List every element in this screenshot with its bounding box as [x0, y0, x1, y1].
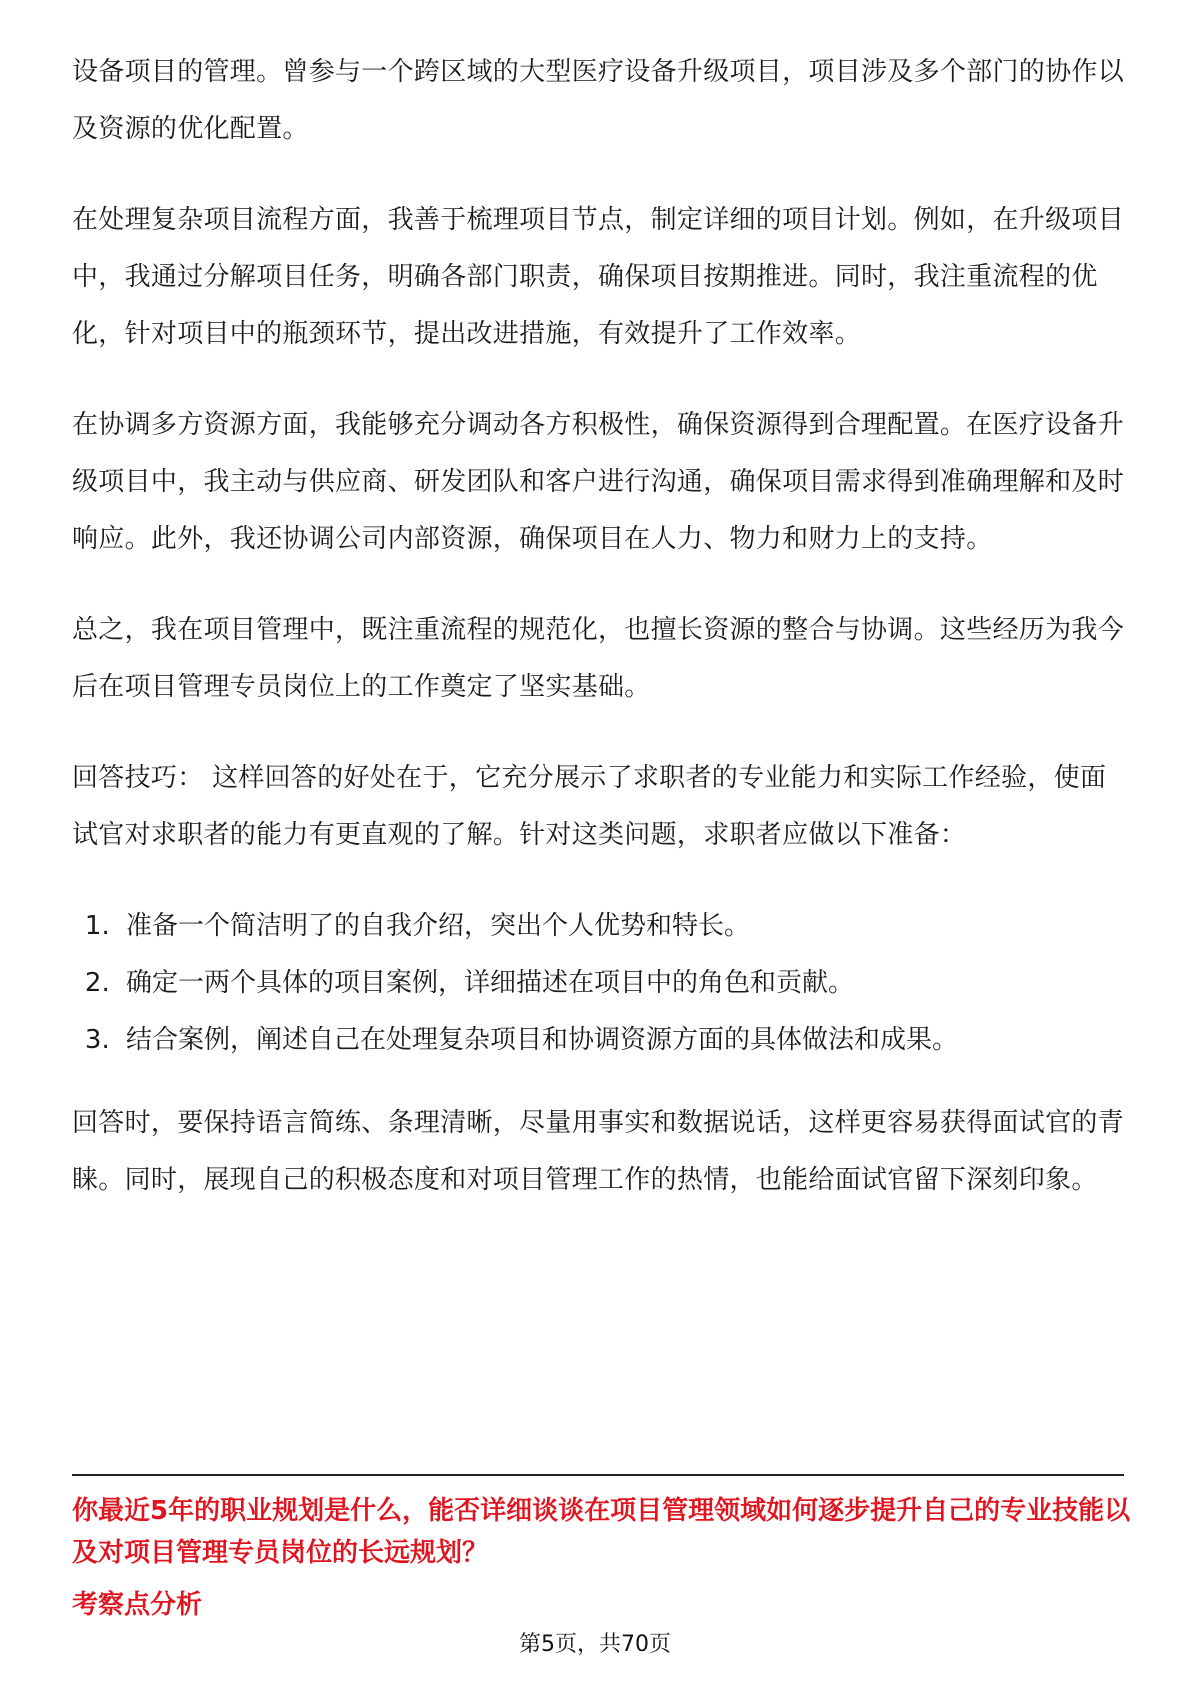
paragraph: 总之，我在项目管理中，既注重流程的规范化，也擅长资源的整合与协调。这些经历为我今后在项目管理专员岗位上的工作奠定了坚实基础。 — [72, 615, 1125, 702]
list-item: 3. 结合案例，阐述自己在处理复杂项目和协调资源方面的具体做法和成果。 — [118, 1012, 1124, 1069]
answer-tips-intro: 回答技巧： 这样回答的好处在于，它充分展示了求职者的专业能力和实际工作经验，使面试官对求职者的能力有更直观的了解。针对这类问题，求职者应做以下准备： — [72, 763, 1107, 850]
paragraph: 在处理复杂项目流程方面，我善于梳理项目节点，制定详细的项目计划。例如，在升级项目中，我通过分解项目任务，明确各部门职责，确保项目按期推进。同时，我注重流程的优化，针对项目中的瓶颈环节，提出改进措施，有效提升了工作效率。 — [72, 205, 1125, 349]
section-heading: 考察点分析 — [72, 1590, 203, 1620]
page-footer: 第5页，共70页 — [519, 1632, 671, 1657]
list-item: 1. 准备一个简洁明了的自我介绍，突出个人优势和特长。 — [118, 898, 1124, 955]
section-divider — [72, 1474, 1124, 1476]
paragraph: 设备项目的管理。曾参与一个跨区域的大型医疗设备升级项目，项目涉及多个部门的协作以及资源的优化配置。 — [72, 57, 1125, 144]
list-item: 2. 确定一两个具体的项目案例，详细描述在项目中的角色和贡献。 — [118, 955, 1124, 1012]
paragraph: 在协调多方资源方面，我能够充分调动各方积极性，确保资源得到合理配置。在医疗设备升级项目中，我主动与供应商、研发团队和客户进行沟通，确保项目需求得到准确理解和及时响应。此外，我还协调公司内部资源，确保项目在人力、物力和财力上的支持。 — [72, 410, 1125, 554]
closing-paragraph: 回答时，要保持语言简练、条理清晰，尽量用事实和数据说话，这样更容易获得面试官的青睐。同时，展现自己的积极态度和对项目管理工作的热情，也能给面试官留下深刻印象。 — [72, 1108, 1125, 1195]
tips-list — [72, 898, 1124, 1069]
next-question-heading: 你最近5年的职业规划是什么，能否详细谈谈在项目管理领域如何逐步提升自己的专业技能以及对项目管理专员岗位的长远规划？ — [72, 1496, 1131, 1568]
document-body — [72, 44, 1124, 1243]
